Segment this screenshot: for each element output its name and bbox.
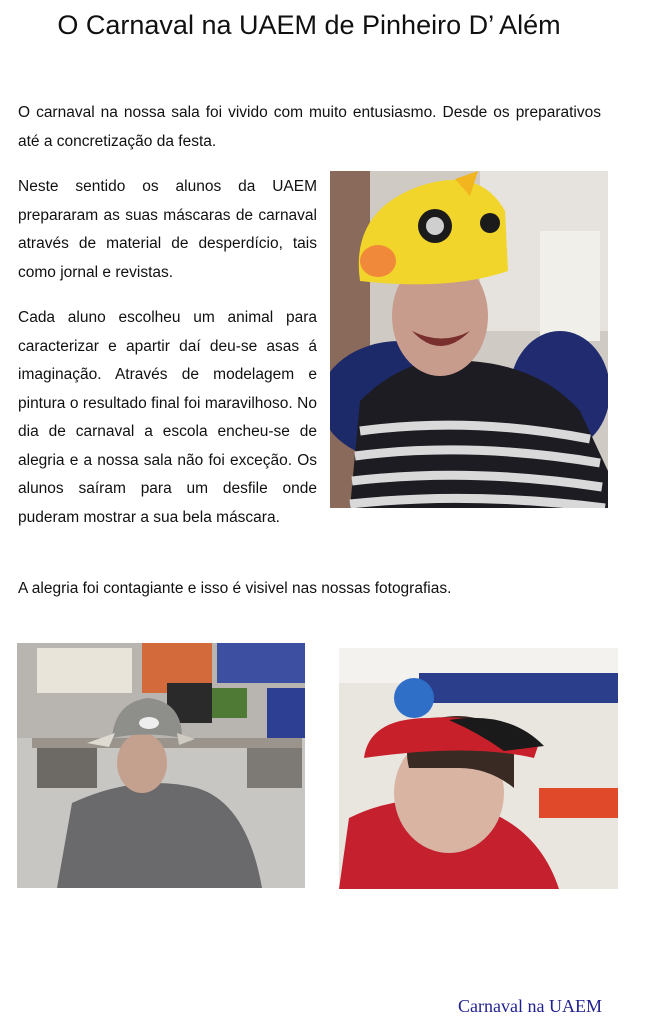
page-title: O Carnaval na UAEM de Pinheiro D’ Além (57, 10, 561, 40)
photo-red-ladybird-mask (339, 648, 618, 889)
paragraph-joy: A alegria foi contagiante e isso é visivel nas nossas fotografias. (18, 580, 452, 597)
footer-text: Carnaval na UAEM (458, 996, 602, 1016)
photo-yellow-bird-mask (330, 171, 608, 508)
photo-grey-mask-classroom (17, 643, 305, 888)
paragraph-intro: O carnaval na nossa sala foi vivido com muito entusiasmo. Desde os preparativos até a concretização da festa. (18, 104, 601, 150)
paragraph-animals: Cada aluno escolheu um animal para caracterizar e apartir daí deu-se asas á imaginação. Através de modelagem e pintura o resultado final foi maravilhoso. No dia de carnaval a escola encheu-se de alegria e a nossa sala não foi exceção. Os alunos saíram para um desfile onde puderam mostrar a sua bela máscara. (18, 309, 317, 526)
paragraph-masks: Neste sentido os alunos da UAEM prepararam as suas máscaras de carnaval através de material de desperdício, tais como jornal e revistas. (18, 178, 317, 281)
